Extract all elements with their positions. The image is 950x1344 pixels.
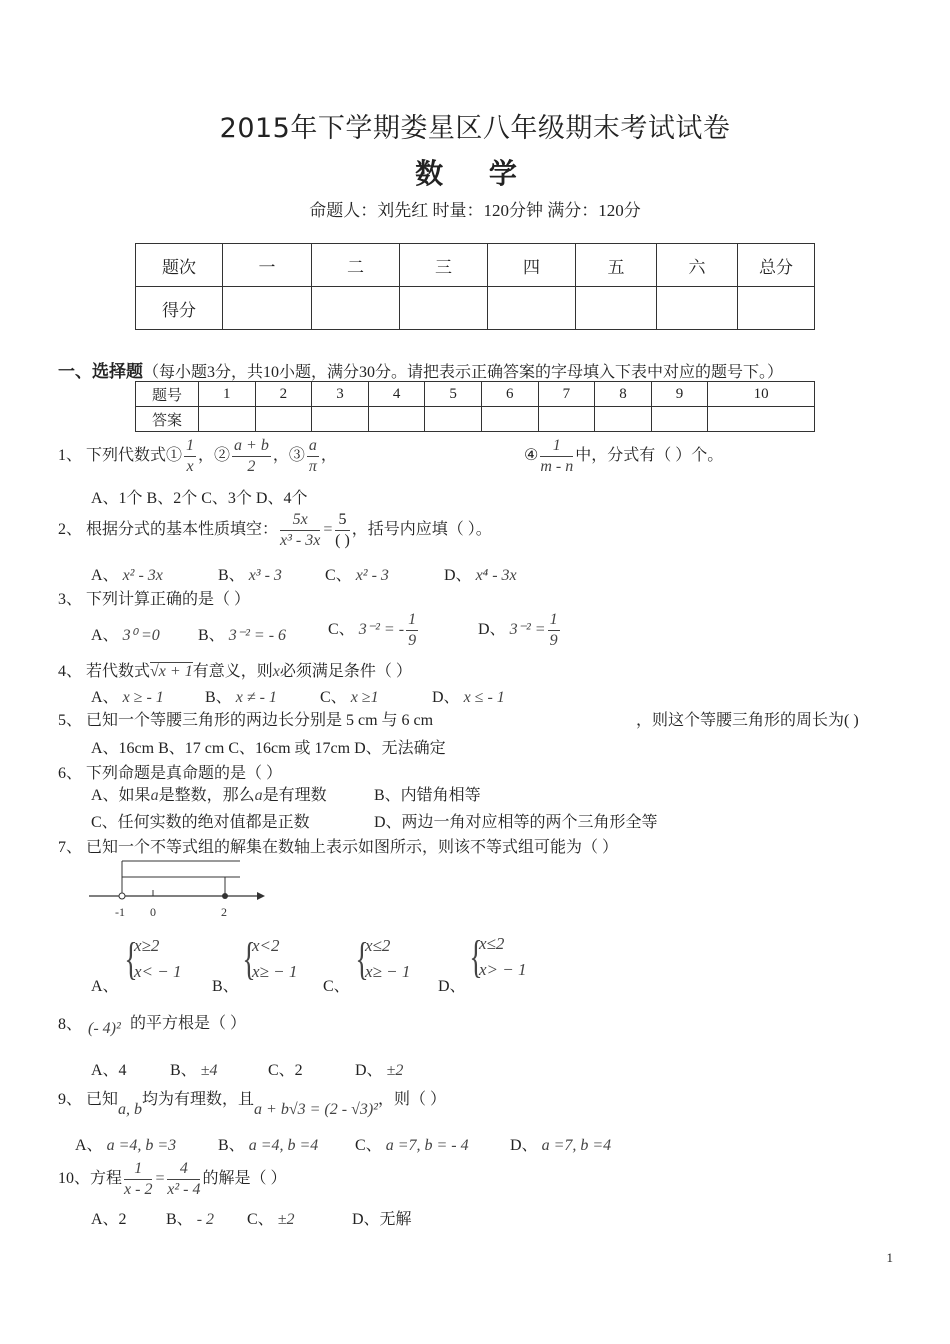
q2-tail: ，括号内应填（ ）。 <box>351 521 492 539</box>
q7-option-c-system: { x≤2 x≥ − 1 <box>355 933 411 984</box>
score-cell[interactable] <box>738 287 815 330</box>
exam-title: 2015年下学期娄星区八年级期末考试试卷 <box>219 113 731 144</box>
subject-title: 数 学 <box>415 157 535 190</box>
q10-option-d: D、无解 <box>352 1211 412 1228</box>
q4-option-c: C、 x ≥1 <box>320 689 379 706</box>
answer-cell[interactable] <box>708 407 815 432</box>
question-7: 7、 已知一个不等式组的解集在数轴上表示如图所示，则该不等式组可能为（ ） <box>58 839 619 856</box>
answer-cell[interactable] <box>425 407 482 432</box>
question-number-cell: 9 <box>651 382 708 407</box>
question-number-cell: 6 <box>481 382 538 407</box>
tick-label: 2 <box>221 905 227 919</box>
q2-fraction-right: $\frac{5}{( )}$ <box>335 511 350 549</box>
q1-fraction-1: $\frac{1}{x}$ <box>186 437 195 475</box>
q10-fraction-left: $\frac{1}{x - 2}$ <box>124 1160 153 1198</box>
q6-option-c: C、任何实数的绝对值都是正数 <box>91 814 310 831</box>
score-cell[interactable] <box>488 287 576 330</box>
q1-sep: ， <box>320 447 337 465</box>
score-header-cell: 二 <box>312 244 400 287</box>
q8-option-d: D、 ±2 <box>355 1062 404 1079</box>
q2-option-c: C、 x² - 3 <box>325 567 389 584</box>
tick-label: 0 <box>150 905 156 919</box>
question-number-cell: 4 <box>368 382 425 407</box>
question-number-cell: 8 <box>595 382 652 407</box>
question-5-tail: ，则这个等腰三角形的周长为( ) <box>636 712 859 729</box>
q7-option-a-label: A、 <box>91 978 119 995</box>
question-1-part2 <box>524 436 723 477</box>
answer-cell[interactable] <box>481 407 538 432</box>
number-line-figure <box>85 855 270 920</box>
q10-option-a: A、2 <box>91 1211 127 1228</box>
q6-option-b: B、内错角相等 <box>374 787 481 804</box>
q2-stem: 2、 根据分式的基本性质填空： <box>58 521 279 539</box>
q1-tail: 中，分式有（ ）个。 <box>575 447 724 465</box>
q4-option-d: D、 x ≤ - 1 <box>432 689 505 706</box>
question-4: 4、 若代数式√x + 1有意义，则x必须满足条件（ ） <box>58 663 412 680</box>
score-cell[interactable] <box>400 287 488 330</box>
q2-option-b: B、 x³ - 3 <box>218 567 282 584</box>
page-number: 1 <box>886 1250 893 1265</box>
q9-option-d: D、 a =7, b =4 <box>510 1137 612 1154</box>
question-6: 6、 下列命题是真命题的是（ ） <box>58 765 283 782</box>
q9-option-c: C、 a =7, b = - 4 <box>355 1137 469 1154</box>
question-number-cell: 2 <box>255 382 312 407</box>
q3-fraction: $\frac{1}{9}$ <box>408 611 417 649</box>
question-number-cell: 7 <box>538 382 595 407</box>
q6-option-d: D、两边一角对应相等的两个三角形全等 <box>374 814 658 831</box>
score-table-score-row <box>136 287 815 330</box>
score-header-cell: 三 <box>400 244 488 287</box>
question-3: 3、 下列计算正确的是（ ） <box>58 591 251 608</box>
score-header-cell: 四 <box>488 244 576 287</box>
q7-option-a-system: { x≥2 x< − 1 <box>124 933 182 984</box>
answer-table-answer-row <box>136 407 815 432</box>
q3-option-b: B、 3⁻² = - 6 <box>198 627 287 644</box>
question-1 <box>58 436 337 477</box>
q3-option-a: A、 3⁰ =0 <box>91 627 160 644</box>
q1-fraction-3: $\frac{a}{\pi}$ <box>308 437 317 475</box>
q5-options: A、16cm B、17 cm C、16cm 或 17cm D、无法确定 <box>91 740 446 757</box>
question-number-cell: 5 <box>425 382 482 407</box>
q7-option-b-system: { x<2 x≥ − 1 <box>242 933 298 984</box>
score-cell[interactable] <box>312 287 400 330</box>
answer-table-label: 题号 <box>136 382 199 407</box>
answer-cell[interactable] <box>368 407 425 432</box>
q8-option-b: B、 ±4 <box>170 1062 218 1079</box>
q2-option-a: A、 x² - 3x <box>91 567 163 584</box>
score-cell[interactable] <box>223 287 312 330</box>
open-point <box>119 893 125 899</box>
answer-cell[interactable] <box>595 407 652 432</box>
question-number-cell: 3 <box>312 382 369 407</box>
q9-expression: a + b√3 = (2 - √3)² <box>254 1101 378 1118</box>
q1-sep: ，③ <box>272 447 305 465</box>
q2-equals: = <box>322 521 334 539</box>
q10-option-b: B、 - 2 <box>166 1211 215 1228</box>
score-cell[interactable] <box>657 287 738 330</box>
question-5: 5、 已知一个等腰三角形的两边长分别是 5 cm 与 6 cm <box>58 712 434 729</box>
q6-option-a: A、如果a是整数，那么a是有理数 <box>91 787 327 804</box>
q8-option-a: A、4 <box>91 1062 127 1079</box>
score-header-cell: 题次 <box>136 244 223 287</box>
q3-option-c: C、 3⁻² = - $\frac{1}{9}$ <box>328 611 417 649</box>
score-table <box>135 243 815 330</box>
q7-option-b-label: B、 <box>212 978 239 995</box>
exam-meta: 命题人：刘先红 时量：120分钟 满分：120分 <box>309 201 641 220</box>
answer-table-number-row <box>136 382 815 407</box>
answer-cell[interactable] <box>199 407 256 432</box>
q9-ab: a, b <box>118 1101 143 1118</box>
q1-fraction-4: $\frac{1}{m - n}$ <box>540 437 574 475</box>
question-9: 9、 已知a, b均为有理数，且a + b√3 = (2 - √3)²，则（ ） <box>58 1091 446 1118</box>
q8-tail: 的平方根是（ ） <box>130 1015 247 1032</box>
section1-heading: 一、选择题 <box>58 362 143 382</box>
q1-options: A、1个 B、2个 C、3个 D、4个 <box>91 490 308 507</box>
question-number-cell: 1 <box>199 382 256 407</box>
score-header-cell: 五 <box>576 244 657 287</box>
q3-fraction: $\frac{1}{9}$ <box>549 611 558 649</box>
answer-cell[interactable] <box>312 407 369 432</box>
score-header-cell: 六 <box>657 244 738 287</box>
q7-option-d-label: D、 <box>438 978 466 995</box>
q1-stem: 1、 下列代数式① <box>58 447 183 465</box>
q2-fraction-left: $\frac{5x}{\text{x³ - 3x}}$ <box>280 511 321 549</box>
q9-option-b: B、 a =4, b =4 <box>218 1137 319 1154</box>
q4-option-b: B、 x ≠ - 1 <box>205 689 277 706</box>
question-10: 10、方程 $\frac{1}{x - 2}$ = $\frac{4}{\text{x² - 4}}$ 的解是（ ） <box>58 1160 287 1198</box>
q2-option-d: D、 x⁴ - 3x <box>444 567 517 584</box>
q10-option-c: C、 ±2 <box>247 1211 295 1228</box>
q4-radical: √x + 1 <box>150 663 193 680</box>
q10-fraction-right: $\frac{4}{\text{x² - 4}}$ <box>167 1160 201 1198</box>
number-line-arrow <box>257 892 265 900</box>
score-cell[interactable] <box>576 287 657 330</box>
q1-fraction-2: $\frac{a + b}{2}$ <box>234 437 269 475</box>
q1-sep: ④ <box>524 447 539 465</box>
q9-option-a: A、 a =4, b =3 <box>75 1137 177 1154</box>
section1-heading-line <box>58 357 783 382</box>
q7-option-c-label: C、 <box>323 978 350 995</box>
closed-point <box>222 893 228 899</box>
score-header-cell: 总分 <box>738 244 815 287</box>
answer-cell[interactable] <box>255 407 312 432</box>
question-2 <box>58 510 492 551</box>
answer-cell[interactable] <box>538 407 595 432</box>
q8-option-c: C、2 <box>268 1062 303 1079</box>
tick-label: -1 <box>115 905 125 919</box>
q4-option-a: A、 x ≥ - 1 <box>91 689 164 706</box>
answer-table-label: 答案 <box>136 407 199 432</box>
q7-option-d-system: { x≤2 x> − 1 <box>469 931 527 982</box>
section1-note: （每小题3分，共10小题，满分30分。请把表示正确答案的字母填入下表中对应的题号下。） <box>143 364 784 381</box>
answer-table <box>135 381 815 432</box>
score-table-header-row <box>136 244 815 287</box>
q1-sep: ，② <box>198 447 231 465</box>
score-header-cell: 一 <box>223 244 312 287</box>
question-number-cell: 10 <box>708 382 815 407</box>
q3-option-d: D、 3⁻² = $\frac{1}{9}$ <box>478 611 558 649</box>
question-8: 8、 <box>58 1016 83 1033</box>
answer-cell[interactable] <box>651 407 708 432</box>
q8-expression: (- 4)² <box>88 1020 121 1037</box>
score-row-label: 得分 <box>136 287 223 330</box>
